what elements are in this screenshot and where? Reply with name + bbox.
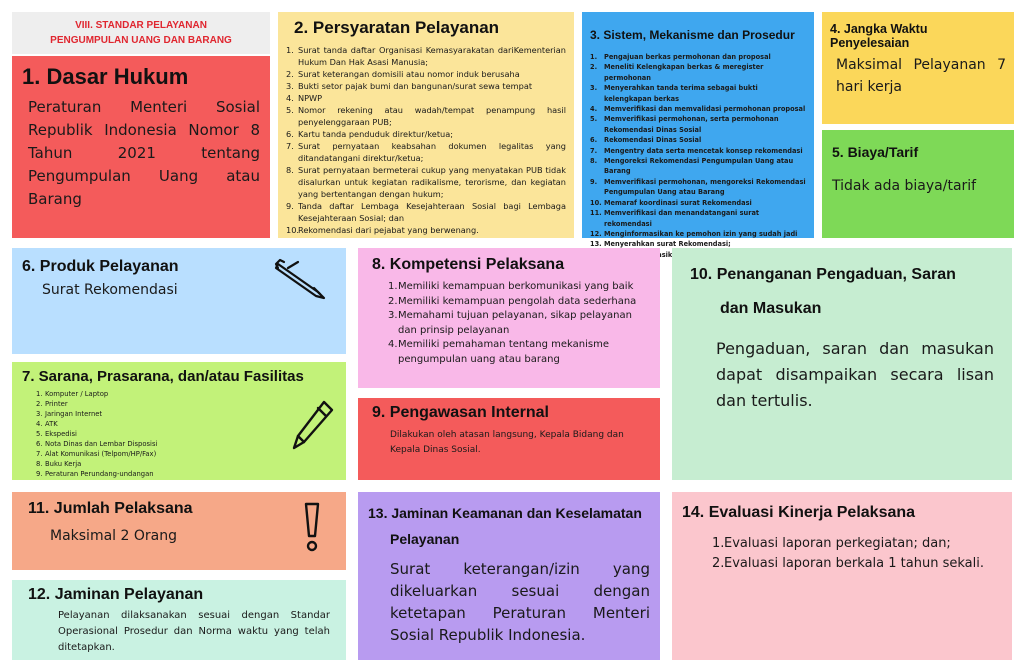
section-title: 11. Jumlah Pelaksana [28,500,193,517]
pencil-icon [290,398,336,454]
list-item: 6. Nota Dinas dan Lembar Disposisi [36,440,158,448]
section-title: 7. Sarana, Prasarana, dan/atau Fasilitas [22,368,304,385]
section-title: 12. Jaminan Pelayanan [28,586,204,603]
title-line-1: 13. Jaminan Keamanan dan Keselamatan [368,505,642,521]
section-content: Surat keterangan/izin yang dikeluarkan sesuai dengan ketetapan Peraturan Menteri Sosial Republik Indonesia. [390,560,650,644]
title-line-1: 10. Penanganan Pengaduan, Saran [690,266,956,283]
list-item: 1. Komputer / Laptop [36,390,109,398]
section-title: 3. Sistem, Mekanisme dan Prosedur [590,28,795,42]
section-pengaduan [672,248,1012,480]
requirement-list [286,44,566,236]
list-item: 5. Ekspedisi [36,430,77,438]
section-evaluasi [672,492,1012,660]
section-content: Surat Rekomendasi [42,282,178,298]
section-jaminan-pelayanan [12,580,346,660]
exclamation-icon [300,500,324,556]
section-persyaratan [278,12,574,238]
list-item: 8. Mengoreksi Rekomendasi Pengumpulan Uang atau Barang [590,157,794,176]
list-item: 11. Memverifikasi dan menandatangani surat rekomendasi [590,209,760,228]
section-content: Pelayanan dilaksanakan sesuai dengan Standar Operasional Prosedur dan Norma waktu yang telah ditetapkan. [58,610,330,653]
list-item: 4. NPWP [286,93,323,103]
list-item: 9. Peraturan Perundang-undangan [36,470,154,478]
section-biaya [822,130,1014,238]
list-item: 6. Rekomendasi Dinas Sosial [590,136,702,145]
list-item: 6. Kartu tanda penduduk direktur/ketua; [286,129,454,139]
section-title [368,500,650,552]
section-title: 6. Produk Pelayanan [22,258,179,275]
section-sarana [12,362,346,480]
list-item: 1. Surat tanda daftar Organisasi Kemasyarakatan dariKementerian Hukum Dan Hak Asasi Manusia; [286,45,566,67]
list-item: 7. Mengentry data serta mencetak konsep rekomendasi [590,146,803,155]
list-item: 3. Menyerahkan tanda terima sebagai bukti kelengkapan berkas [590,84,758,103]
section-produk [12,248,346,354]
section-title: 14. Evaluasi Kinerja Pelaksana [682,504,916,521]
header-line-1: VIII. STANDAR PELAYANAN [75,20,207,31]
section-content: Dilakukan oleh atasan langsung, Kepala Bidang dan Kepala Dinas Sosial. [390,430,624,455]
list-item: 2. Printer [36,400,68,408]
list-item: 4. Memverifikasi dan memvalidasi permohonan proposal [590,105,806,114]
header-line-2: PENGUMPULAN UANG DAN BARANG [50,35,232,46]
list-item: 1. Memiliki kemampuan berkomunikasi yang baik [388,281,634,292]
list-item: 10. Memaraf koordinasi surat Rekomendasi [590,198,752,207]
list-item: 8. Buku Kerja [36,460,82,468]
list-item: 9. Memverifikasi permohonan, mengoreksi Rekomendasi Pengumpulan Uang atau Barang [590,177,806,197]
section-title: 2. Persyaratan Pelayanan [294,18,500,37]
list-item: 2. Evaluasi laporan berkala 1 tahun sekali. [712,556,984,571]
list-item: 4. ATK [36,420,58,428]
title-line-2: Pelayanan [390,531,460,547]
procedure-list [590,52,806,271]
section-content: Maksimal 2 Orang [50,528,177,544]
section-title [690,258,994,326]
list-item: 8. Surat pernyataan bermeterai cukup yang menyatakan PUB tidak disalurkan untuk kegiatan radikalisme, terorisme, dan kegiatan yang bertentangan dengan hukum; [286,165,566,199]
section-content: Tidak ada biaya/tarif [832,178,977,194]
section-dasar-hukum [12,56,270,238]
list-item: 3. Bukti setor pajak bumi dan bangunan/surat sewa tempat [286,81,533,91]
section-title: 9. Pengawasan Internal [372,404,549,421]
section-title: 8. Kompetensi Pelaksana [372,256,565,273]
section-jangka-waktu [822,12,1014,124]
section-kompetensi [358,248,660,388]
section-title: 5. Biaya/Tarif [832,144,919,160]
list-item: 2. Surat keterangan domisili atau nomor induk berusaha [286,69,520,79]
list-item: 3. Jaringan Internet [36,410,103,418]
list-item: 1. Evaluasi laporan perkegiatan; dan; [712,536,951,551]
list-item: 3. Memahami tujuan pelayanan, sikap pelayanan dan prinsip pelayanan [388,310,632,336]
pen-icon [274,258,332,302]
header-banner [12,12,270,54]
facility-list [22,389,336,479]
list-item: 5. Nomor rekening atau wadah/tempat penampung hasil penyelenggaraan PUB; [286,105,566,127]
section-pengawasan [358,398,660,480]
list-item: 7. Alat Komunikasi (Telpom/HP/Fax) [36,450,157,458]
section-title: 1. Dasar Hukum [22,64,189,89]
list-item: 4. Memiliki pemahaman tentang mekanisme pengumpulan uang atau barang [388,339,610,365]
evaluation-list [682,534,1002,574]
section-content: Peraturan Menteri Sosial Republik Indonesia Nomor 8 Tahun 2021 tentang Pengumpulan Uang atau Barang [28,98,260,208]
section-jumlah-pelaksana [12,492,346,570]
section-content: Maksimal Pelayanan 7 hari kerja [836,57,1006,95]
list-item: 10. Rekomendasi dari pejabat yang berwenang. [286,225,479,235]
list-item: 13. Menyerahkan surat Rekomendasi; [590,240,731,249]
section-content: Pengaduan, saran dan masukan dapat disampaikan secara lisan dan tertulis. [716,339,994,410]
competency-list [368,280,650,367]
list-item: 1. Pengajuan berkas permohonan dan proposal [590,53,771,61]
title-line-2: dan Masukan [720,300,822,317]
section-title: 4. Jangka Waktu Penyelesaian [830,22,928,50]
list-item: 2. Meneliti Kelengkapan berkas & meregister permohonan [590,63,764,82]
list-item: 9. Tanda daftar Lembaga Kesejahteraan Sosial bagi Lembaga Kesejahteraan Sosial; dan [286,201,566,223]
list-item: 5. Memverifikasi permohonan, serta permohonan Rekomendasi Dinas Sosial [590,115,779,134]
section-jaminan-keamanan [358,492,660,660]
list-item: 2. Memiliki kemampuan pengolah data sederhana [388,295,637,307]
list-item: 12. Menginformasikan ke pemohon izin yang sudah jadi [590,229,798,238]
section-sistem-prosedur [582,12,814,249]
list-item: 7. Surat pernyataan keabsahan dokumen legalitas yang ditandatangani direktur/ketua; [286,141,566,163]
